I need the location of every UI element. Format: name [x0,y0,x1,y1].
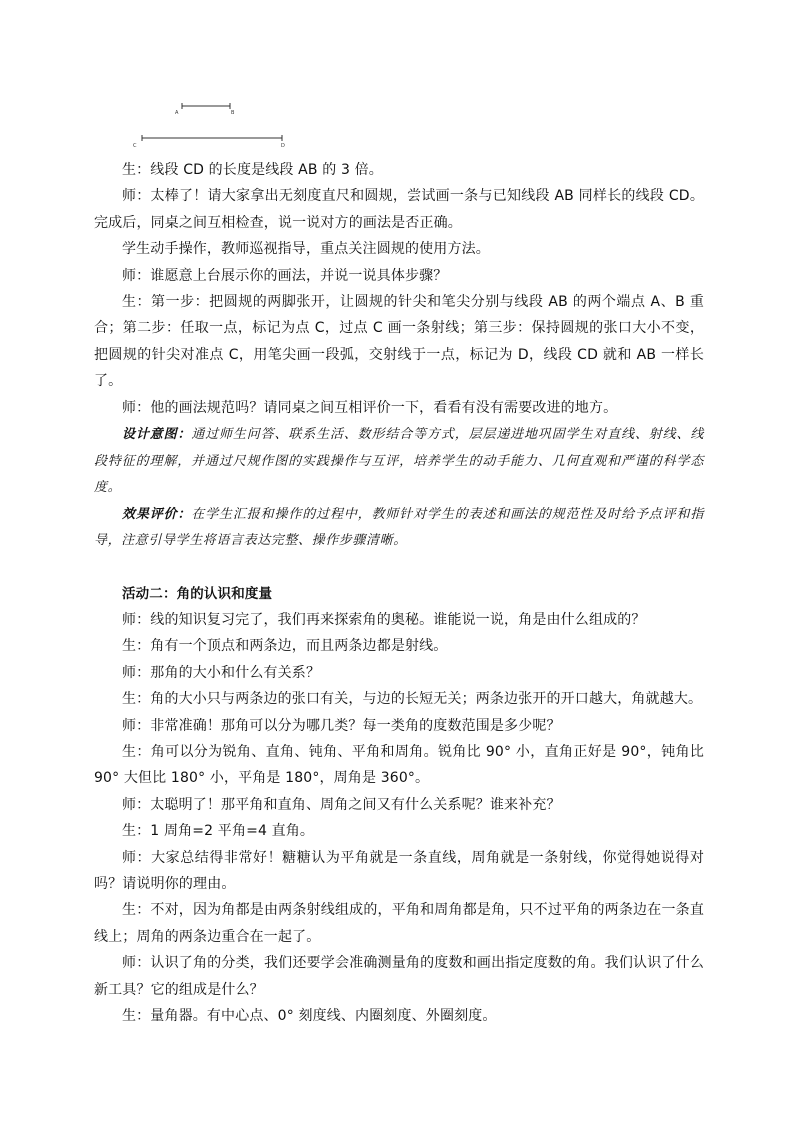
dialogue-line: 师：太棒了！请大家拿出无刻度直尺和圆规，尝试画一条与已知线段 AB 同样长的线段 CD。完成后，同桌之间互相检查，说一说对方的画法是否正确。 [94,188,704,231]
dialogue-line: 生：线段 CD 的长度是线段 AB 的 3 倍。 [122,162,383,178]
label-d: D [281,143,285,149]
dialogue-line: 生：不对，因为角都是由两条射线组成的，平角和周角都是角，只不过平角的两条边在一条直线上；周角的两条边重合在一起了。 [94,902,704,945]
dialogue-line: 生：量角器。有中心点、0° 刻度线、内圈刻度、外圈刻度。 [122,1008,497,1025]
segment-ab [182,103,230,109]
label-a: A [175,110,179,116]
dialogue-line: 师：谁愿意上台展示你的画法，并说一说具体步骤？ [122,267,448,284]
label-b: B [231,110,235,116]
segment-cd [142,135,282,141]
line-segments-figure [130,98,300,154]
section-gap [94,555,704,581]
design-intent-text: 通过师生问答、联系生活、数形结合等方式，层层递进地巩固学生对直线、射线、线段特征的理解，并通过尺规作图的实践操作与互评，培养学生的动手能力、几何直观和严谨的科学态度。 [94,427,704,496]
lesson-content [94,157,704,1029]
effect-evaluation-text: 在学生汇报和操作的过程中，教师针对学生的表述和画法的规范性及时给予点评和指导，注意引导学生将语言表达完整、操作步骤清晰。 [94,506,704,549]
dialogue-line: 师：那角的大小和什么有关系？ [122,664,321,681]
design-intent-note [94,422,704,502]
dialogue-line: 师：他的画法规范吗？请同桌之间互相评价一下，看看有没有需要改进的地方。 [122,399,618,416]
dialogue-line: 师：太聪明了！那平角和直角、周角之间又有什么关系呢？谁来补充？ [122,796,561,813]
dialogue-line: 生：角可以分为锐角、直角、钝角、平角和周角。锐角比 90° 小，直角正好是 90°，钝角比 90° 大但比 180° 小，平角是 180°，周角是 360°。 [94,744,704,787]
dialogue-line: 生：角的大小只与两条边的张口有关，与边的长短无关；两条边张开的开口越大，角就越大。 [122,691,703,708]
dialogue-line: 生：1 周角=2 平角=4 直角。 [122,823,315,840]
label-c: C [133,143,137,149]
effect-evaluation-note [94,502,704,555]
dialogue-line: 生：角有一个顶点和两条边，而且两条边都是射线。 [122,638,448,655]
effect-evaluation-label: 效果评价： [122,506,192,522]
dialogue-line: 师：认识了角的分类，我们还要学会准确测量角的度数和画出指定度数的角。我们认识了什么新工具？它的组成是什么？ [94,955,704,998]
activity-heading: 活动二：角的认识和度量 [122,585,273,602]
dialogue-line: 师：线的知识复习完了，我们再来探索角的奥秘。谁能说一说，角是由什么组成的？ [122,611,646,628]
dialogue-line: 生：第一步：把圆规的两脚张开，让圆规的针尖和笔尖分别与线段 AB 的两个端点 A、B 重合；第二步：任取一点，标记为点 C，过点 C 画一条射线；第三步：保持圆规的张口大小不变，把圆规的针尖对准点 C，用笔尖画一段弧，交射线于一点，标记为 D，线段 CD 就和 AB 一样长了。 [94,294,704,390]
design-intent-label: 设计意图： [122,427,192,443]
dialogue-line: 师：大家总结得非常好！糖糖认为平角就是一条直线，周角就是一条射线，你觉得她说得对吗？请说明你的理由。 [94,849,704,893]
dialogue-line: 师：非常准确！那角可以分为哪几类？每一类角的度数范围是多少呢？ [122,717,561,734]
narration-line: 学生动手操作，教师巡视指导，重点关注圆规的使用方法。 [122,241,490,258]
